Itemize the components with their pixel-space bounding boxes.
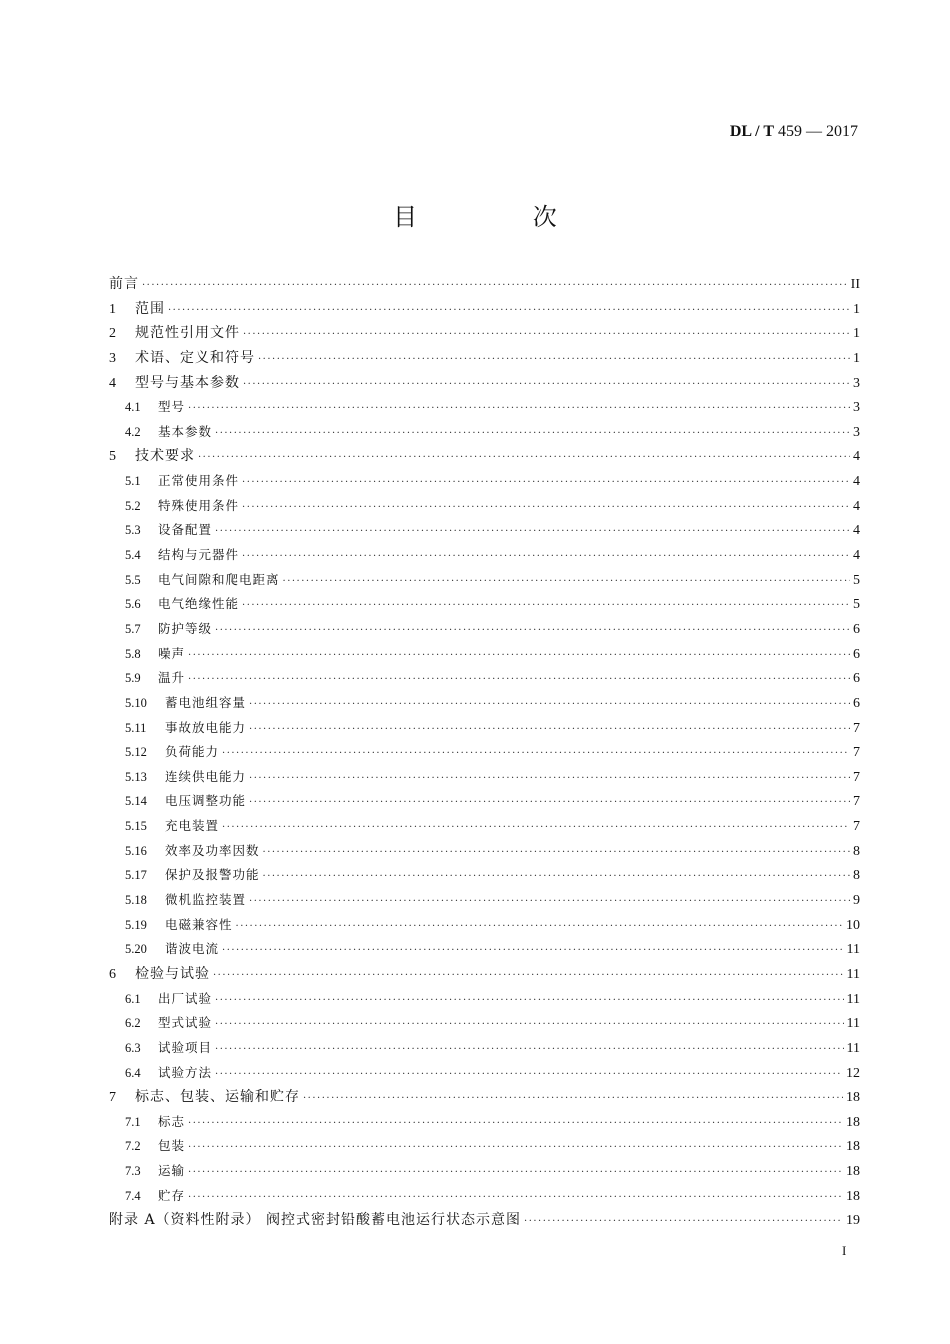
toc-entry-title: 标志、包装、运输和贮存 — [135, 1089, 300, 1106]
page-title: 目 次 — [393, 203, 611, 231]
dot-leader — [249, 693, 850, 718]
toc-entry[interactable] — [109, 321, 860, 346]
toc-entry-title: 贮存 — [158, 1187, 186, 1203]
dot-leader — [303, 1087, 843, 1112]
toc-entry-title: 结构与元器件 — [158, 547, 240, 563]
toc-entry-number: 5.5 — [125, 572, 141, 587]
toc-entry[interactable] — [109, 1184, 860, 1209]
toc-entry[interactable] — [109, 716, 860, 741]
toc-entry-title: 防护等级 — [158, 620, 213, 636]
toc-entry-title: 设备配置 — [158, 522, 213, 538]
toc-entry[interactable] — [109, 543, 860, 568]
toc-entry-page: 1 — [853, 326, 860, 342]
dot-leader — [258, 348, 850, 373]
dot-leader — [188, 668, 850, 693]
toc-entry-page: 7 — [853, 819, 860, 835]
toc-entry[interactable] — [109, 765, 860, 790]
toc-entry-page: 3 — [853, 424, 860, 440]
toc-entry-page: 7 — [853, 720, 860, 736]
toc-entry-title: 标志 — [158, 1113, 186, 1129]
dot-leader — [188, 1161, 843, 1186]
dot-leader — [524, 1210, 843, 1235]
toc-entry-number: 6 — [109, 966, 116, 982]
toc-entry[interactable] — [109, 888, 860, 913]
toc-entry[interactable] — [109, 1110, 860, 1135]
dot-leader — [236, 915, 843, 940]
dot-leader — [215, 422, 850, 447]
toc-entry-title: 电压调整功能 — [165, 793, 247, 809]
toc-entry-page: 7 — [853, 745, 860, 761]
toc-entry-page: 9 — [853, 893, 860, 909]
toc-entry-title: 连续供电能力 — [165, 768, 247, 784]
toc-entry[interactable] — [109, 937, 860, 962]
toc-entry-number: 3 — [109, 350, 116, 366]
toc-entry[interactable] — [109, 1011, 860, 1036]
toc-entry-title: 电气间隙和爬电距离 — [158, 571, 280, 587]
toc-entry-title: 技术要求 — [135, 448, 195, 465]
toc-entry-page: 3 — [853, 400, 860, 416]
dot-leader — [188, 397, 850, 422]
dot-leader — [242, 594, 850, 619]
dot-leader — [242, 496, 850, 521]
toc-entry-title: 正常使用条件 — [158, 473, 240, 489]
dot-leader — [222, 939, 844, 964]
toc-entry-title: 范围 — [135, 300, 165, 317]
toc-entry-title: 包装 — [158, 1138, 186, 1154]
toc-entry-page: 4 — [853, 474, 860, 490]
toc-entry-page: 6 — [853, 646, 860, 662]
toc-entry[interactable] — [109, 444, 860, 469]
toc-entry-title: 电气绝缘性能 — [158, 596, 240, 612]
toc-entry-number: 4.2 — [125, 424, 141, 439]
dot-leader — [215, 520, 850, 545]
toc-entry-page: 5 — [853, 572, 860, 588]
toc-entry[interactable] — [109, 518, 860, 543]
toc-entry-title: 微机监控装置 — [165, 892, 247, 908]
toc-entry-title: 前言 — [109, 276, 139, 292]
toc-entry-number: 6.4 — [125, 1065, 141, 1080]
page-number: I — [842, 1243, 847, 1258]
dot-leader — [263, 865, 850, 890]
toc-entry[interactable] — [109, 1208, 860, 1233]
toc-entry-title: 充电装置 — [165, 818, 220, 834]
toc-entry-number: 5.15 — [125, 819, 147, 834]
toc-entry-title: 检验与试验 — [135, 965, 210, 982]
toc-entry-page: 11 — [846, 942, 860, 958]
toc-entry[interactable] — [109, 691, 860, 716]
toc-entry-page: 4 — [853, 498, 860, 514]
dot-leader — [249, 890, 850, 915]
toc-entry-page: 5 — [853, 597, 860, 613]
table-of-contents — [109, 272, 860, 1233]
toc-entry-title: 事故放电能力 — [165, 719, 247, 735]
toc-entry[interactable] — [109, 913, 860, 938]
toc-entry-number: 7.1 — [125, 1114, 141, 1129]
toc-entry-page: 6 — [853, 671, 860, 687]
toc-entry-number: 5.13 — [125, 769, 147, 784]
toc-entry-number: 5.10 — [125, 695, 147, 710]
toc-entry-title: 试验方法 — [158, 1064, 213, 1080]
toc-entry-number: 5.8 — [125, 646, 141, 661]
dot-leader — [249, 718, 850, 743]
toc-entry-page: 4 — [853, 449, 860, 465]
toc-entry-number: 5.6 — [125, 597, 141, 612]
document-code-number: 459 — 2017 — [778, 123, 858, 140]
toc-entry[interactable] — [109, 568, 860, 593]
document-code — [730, 123, 858, 141]
toc-entry-page: 18 — [846, 1188, 860, 1204]
toc-entry-number: 5.14 — [125, 794, 147, 809]
toc-entry[interactable] — [109, 1134, 860, 1159]
toc-entry-page: 6 — [853, 621, 860, 637]
toc-entry-number: 4.1 — [125, 400, 141, 415]
dot-leader — [215, 619, 850, 644]
dot-leader — [215, 989, 844, 1014]
toc-entry[interactable] — [109, 987, 860, 1012]
dot-leader — [198, 446, 850, 471]
toc-entry[interactable] — [109, 420, 860, 445]
toc-entry-title: 谐波电流 — [165, 941, 220, 957]
toc-entry[interactable] — [109, 789, 860, 814]
toc-entry-title: 噪声 — [158, 645, 186, 661]
toc-entry-page: 11 — [846, 991, 860, 1007]
toc-entry-title: 蓄电池组容量 — [165, 694, 247, 710]
toc-entry[interactable] — [109, 346, 860, 371]
toc-entry-number: 5.19 — [125, 917, 147, 932]
toc-entry-page: 4 — [853, 523, 860, 539]
toc-entry-title: 附录 A（资料性附录） 阀控式密封铅酸蓄电池运行状态示意图 — [109, 1212, 522, 1229]
dot-leader — [142, 274, 848, 299]
toc-entry-title: 电磁兼容性 — [165, 916, 233, 932]
toc-entry-number: 7.3 — [125, 1164, 141, 1179]
toc-entry-title: 效率及功率因数 — [165, 842, 260, 858]
toc-entry-title: 特殊使用条件 — [158, 497, 240, 513]
toc-entry-number: 5.12 — [125, 745, 147, 760]
dot-leader — [188, 1136, 843, 1161]
toc-entry-page: 11 — [846, 1016, 860, 1032]
toc-entry[interactable] — [109, 1159, 860, 1184]
toc-entry-number: 5.7 — [125, 621, 141, 636]
dot-leader — [215, 1013, 844, 1038]
toc-entry-number: 5.17 — [125, 868, 147, 883]
toc-entry-title: 型号 — [158, 399, 186, 415]
dot-leader — [188, 1186, 843, 1211]
toc-entry-title: 基本参数 — [158, 423, 213, 439]
toc-entry[interactable] — [109, 494, 860, 519]
toc-entry-number: 5 — [109, 449, 116, 465]
dot-leader — [242, 545, 850, 570]
toc-entry-number: 5.11 — [125, 720, 147, 735]
dot-leader — [243, 373, 850, 398]
toc-entry-number: 6.2 — [125, 1016, 141, 1031]
toc-entry-title: 规范性引用文件 — [135, 325, 240, 342]
dot-leader — [249, 791, 850, 816]
toc-entry[interactable] — [109, 642, 860, 667]
dot-leader — [283, 570, 850, 595]
toc-entry-page: 1 — [853, 350, 860, 366]
toc-entry-page: 7 — [853, 794, 860, 810]
toc-entry-page: 10 — [846, 917, 860, 933]
toc-entry-page: 12 — [846, 1065, 860, 1081]
toc-entry[interactable] — [109, 297, 860, 322]
toc-entry[interactable] — [109, 1061, 860, 1086]
toc-entry-page: 11 — [846, 966, 860, 982]
toc-entry-title: 型式试验 — [158, 1015, 213, 1031]
dot-leader — [168, 299, 850, 324]
toc-entry[interactable] — [109, 1085, 860, 1110]
toc-entry-title: 负荷能力 — [165, 744, 220, 760]
toc-entry-number: 4 — [109, 375, 116, 391]
toc-entry-page: 6 — [853, 695, 860, 711]
dot-leader — [249, 767, 850, 792]
toc-entry-number: 7.2 — [125, 1139, 141, 1154]
toc-entry[interactable] — [109, 592, 860, 617]
dot-leader — [213, 964, 844, 989]
toc-entry-number: 5.4 — [125, 548, 141, 563]
toc-entry-title: 保护及报警功能 — [165, 867, 260, 883]
toc-entry-page: 18 — [846, 1090, 860, 1106]
toc-entry-title: 运输 — [158, 1163, 186, 1179]
dot-leader — [243, 323, 850, 348]
toc-entry-title: 试验项目 — [158, 1039, 213, 1055]
toc-entry-page: 1 — [853, 301, 860, 317]
dot-leader — [215, 1038, 844, 1063]
dot-leader — [188, 1112, 843, 1137]
dot-leader — [222, 742, 850, 767]
toc-entry-number: 5.2 — [125, 498, 141, 513]
toc-entry[interactable] — [109, 1036, 860, 1061]
toc-entry-number: 5.1 — [125, 474, 141, 489]
toc-entry[interactable] — [109, 962, 860, 987]
toc-entry-title: 型号与基本参数 — [135, 374, 240, 391]
toc-entry-page: 18 — [846, 1139, 860, 1155]
dot-leader — [263, 841, 850, 866]
toc-entry[interactable] — [109, 839, 860, 864]
toc-entry[interactable] — [109, 814, 860, 839]
dot-leader — [188, 644, 850, 669]
toc-entry-page: 4 — [853, 548, 860, 564]
toc-entry-page: 19 — [846, 1213, 860, 1229]
toc-entry-number: 5.3 — [125, 523, 141, 538]
toc-entry-title: 出厂试验 — [158, 990, 213, 1006]
toc-entry-number: 6.3 — [125, 1040, 141, 1055]
toc-entry[interactable] — [109, 863, 860, 888]
toc-entry-page: 8 — [853, 868, 860, 884]
toc-entry-number: 5.16 — [125, 843, 147, 858]
toc-entry-number: 7.4 — [125, 1188, 141, 1203]
toc-entry-number: 1 — [109, 301, 116, 317]
toc-entry-page: 7 — [853, 769, 860, 785]
toc-entry[interactable] — [109, 617, 860, 642]
toc-entry-page: 8 — [853, 843, 860, 859]
toc-entry[interactable] — [109, 272, 860, 297]
toc-entry-page: 11 — [846, 1040, 860, 1056]
toc-entry-number: 5.18 — [125, 893, 147, 908]
document-code-prefix: DL / T — [729, 123, 774, 140]
toc-entry[interactable] — [109, 371, 860, 396]
dot-leader — [215, 1063, 843, 1088]
toc-entry-title: 术语、定义和符号 — [135, 349, 255, 366]
toc-entry-page: 18 — [846, 1164, 860, 1180]
dot-leader — [222, 816, 850, 841]
toc-entry-number: 6.1 — [125, 991, 141, 1006]
dot-leader — [242, 471, 850, 496]
toc-entry[interactable] — [109, 395, 860, 420]
toc-entry-number: 2 — [109, 326, 116, 342]
toc-entry-page: 3 — [853, 375, 860, 391]
toc-entry-page: II — [850, 277, 860, 292]
toc-entry-number: 5.20 — [125, 942, 147, 957]
toc-entry-page: 18 — [846, 1114, 860, 1130]
toc-entry[interactable] — [109, 666, 860, 691]
toc-entry-number: 7 — [109, 1090, 116, 1106]
toc-entry-title: 温升 — [158, 670, 186, 686]
toc-entry[interactable] — [109, 469, 860, 494]
toc-entry[interactable] — [109, 740, 860, 765]
toc-entry-number: 5.9 — [125, 671, 141, 686]
